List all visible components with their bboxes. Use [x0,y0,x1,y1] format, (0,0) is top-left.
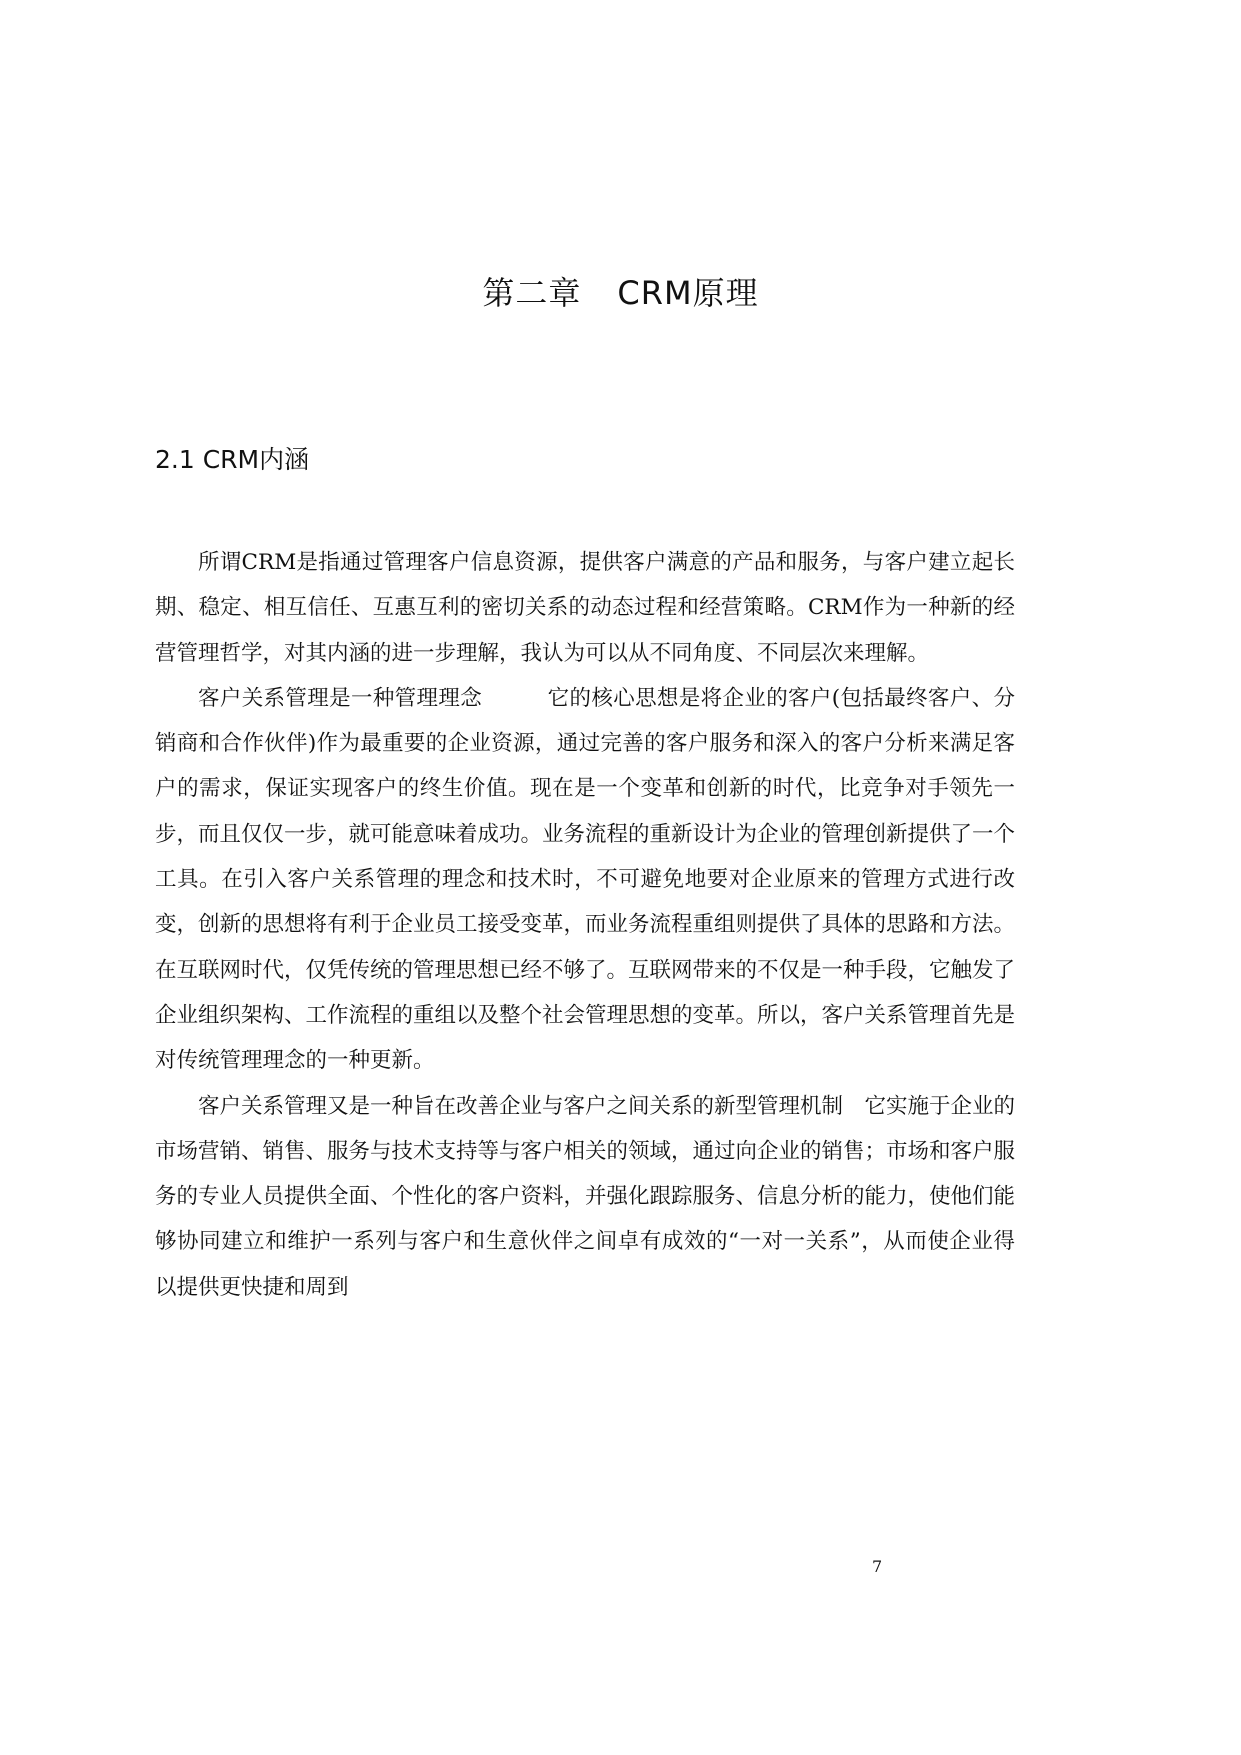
page-number: 7 [872,1557,883,1576]
chapter-label: 第二章 [482,274,582,312]
section-number: 2.1 [155,445,195,474]
chapter-name: CRM原理 [617,274,759,312]
body-text [155,540,1015,1310]
paragraph-2: 客户关系管理是一种管理理念 它的核心思想是将企业的客户(包括最终客户、分销商和合作伙伴)作为最重要的企业资源，通过完善的客户服务和深入的客户分析来满足客户的需求，保证实现客户的终生价值。现在是一个变革和创新的时代，比竞争对手领先一步，而且仅仅一步，就可能意味着成功。业务流程的重新设计为企业的管理创新提供了一个工具。在引入客户关系管理的理念和技术时，不可避免地要对企业原来的管理方式进行改变，创新的思想将有利于企业员工接受变革，而业务流程重组则提供了具体的思路和方法。在互联网时代，仅凭传统的管理思想已经不够了。互联网带来的不仅是一种手段，它触发了企业组织架构、工作流程的重组以及整个社会管理思想的变革。所以，客户关系管理首先是对传统管理理念的一种更新。 [155,685,1016,1074]
paragraph-3: 客户关系管理又是一种旨在改善企业与客户之间关系的新型管理机制 它实施于企业的市场营销、销售、服务与技术支持等与客户相关的领域，通过向企业的销售；市场和客户服务的专业人员提供全面、个性化的客户资料，并强化跟踪服务、信息分析的能力，使他们能够协同建立和维护一系列与客户和生意伙伴之间卓有成效的“一对一关系”，从而使企业得以提供更快捷和周到 [155,1093,1016,1300]
chapter-title [0,268,1241,314]
paragraph-1: 所谓CRM是指通过管理客户信息资源，提供客户满意的产品和服务，与客户建立起长期、稳定、相互信任、互惠互利的密切关系的动态过程和经营策略。CRM作为一种新的经营管理哲学，对其内涵的进一步理解，我认为可以从不同角度、不同层次来理解。 [155,550,1015,666]
section-name: CRM内涵 [202,445,310,474]
section-heading [155,440,309,476]
